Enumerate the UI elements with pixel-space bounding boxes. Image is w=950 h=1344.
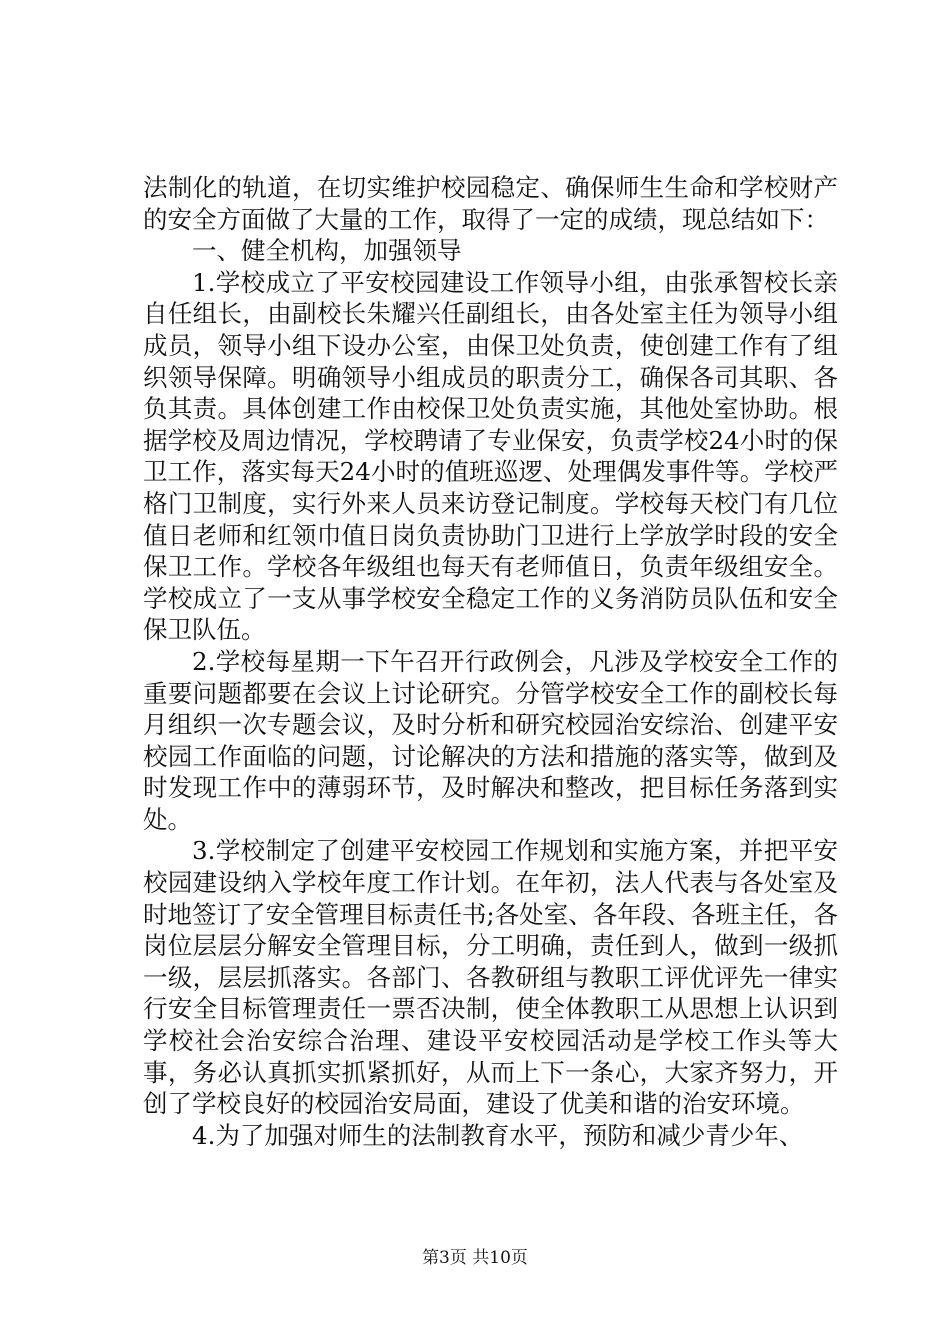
paragraph-item-1: 1.学校成立了平安校园建设工作领导小组，由张承智校长亲自任组长，由副校长朱耀兴任副组长，由各处室主任为领导小组成员，领导小组下设办公室，由保卫处负责，使创建工作有了组织领导保障。明确领导小组成员的职责分工，确保各司其职、各负其责。具体创建工作由校保卫处负责实施，其他处室协助。根据学校及周边情况，学校聘请了专业保安，负责学校24小时的保卫工作，落实每天24小时的值班巡逻、处理偶发事件等。学校严格门卫制度，实行外来人员来访登记制度。学校每天校门有几位值日老师和红领巾值日岗负责协助门卫进行上学放学时段的安全保卫工作。学校各年级组也每天有老师值日，负责年级组安全。学校成立了一支从事学校安全稳定工作的义务消防员队伍和安全保卫队伍。: [143, 267, 838, 645]
paragraph-item-2: 2.学校每星期一下午召开行政例会，凡涉及学校安全工作的重要问题都要在会议上讨论研究。分管学校安全工作的副校长每月组织一次专题会议，及时分析和研究校园治安综治、创建平安校园工作面临的问题，讨论解决的方法和措施的落实等，做到及时发现工作中的薄弱环节，及时解决和整改，把目标任务落到实处。: [143, 646, 838, 834]
paragraph-item-3: 3.学校制定了创建平安校园工作规划和实施方案，并把平安校园建设纳入学校年度工作计划。在年初，法人代表与各处室及时地签订了安全管理目标责任书;各处室、各年段、各班主任，各岗位层层分解安全管理目标，分工明确，责任到人，做到一级抓一级，层层抓落实。各部门、各教研组与教职工评优评先一律实行安全目标管理责任一票否决制，使全体教职工从思想上认识到学校社会治安综合治理、建设平安校园活动是学校工作头等大事，务必认真抓实抓紧抓好，从而上下一条心，大家齐努力，开创了学校良好的校园治安局面，建设了优美和谐的治安环境。: [143, 836, 838, 1119]
paragraph-intro-continuation: 法制化的轨道，在切实维护校园稳定、确保师生生命和学校财产的安全方面做了大量的工作，取得了一定的成绩，现总结如下：: [143, 173, 838, 234]
page-number-footer: 第3页 共10页: [422, 1248, 528, 1268]
paragraph-item-4: 4.为了加强对师生的法制教育水平，预防和减少青少年、: [192, 1120, 804, 1150]
section-heading: 一、健全机构，加强领导: [192, 236, 462, 266]
document-body: [143, 172, 838, 1151]
